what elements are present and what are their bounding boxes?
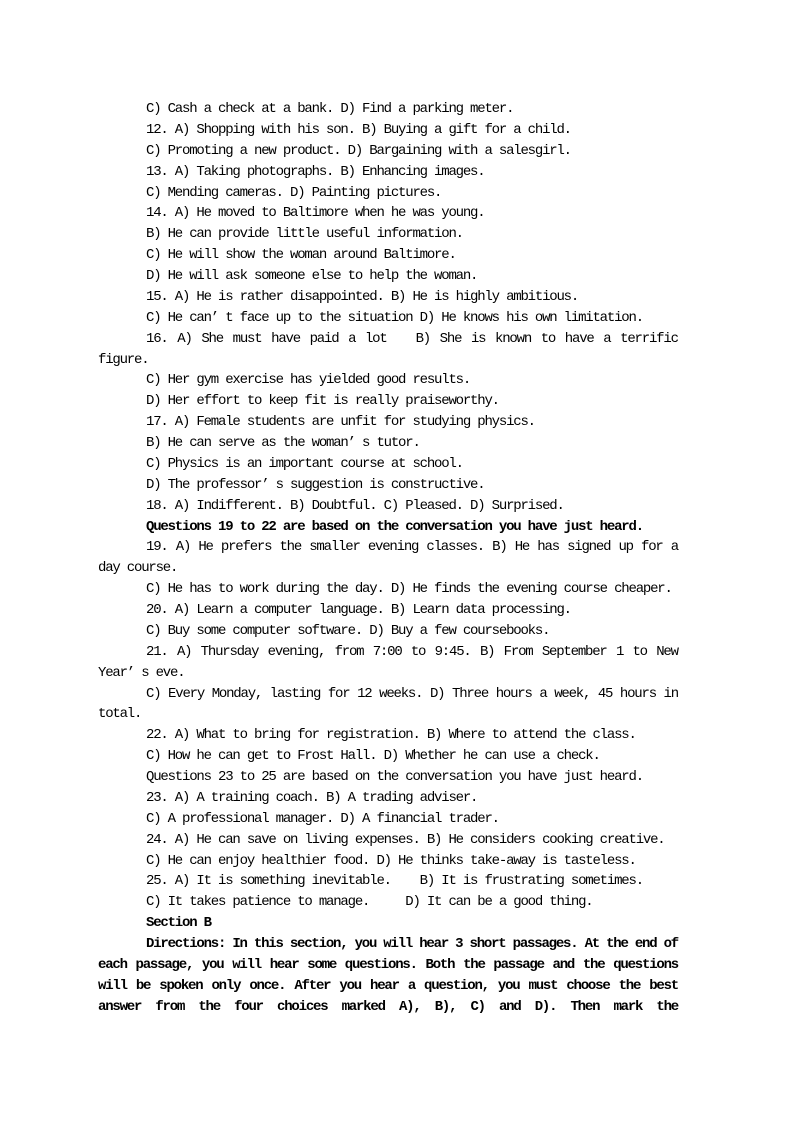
word: question,	[424, 977, 489, 994]
text-line: D) The professor’ s suggestion is constructive.	[146, 476, 485, 493]
word: a	[603, 330, 611, 347]
word: He	[514, 539, 530, 556]
word: each	[98, 956, 127, 973]
word: you	[201, 956, 224, 973]
word: smaller	[309, 539, 360, 556]
word: the	[618, 977, 641, 994]
word: the	[656, 998, 678, 1015]
word: passage,	[135, 956, 194, 973]
word: A)	[175, 539, 191, 556]
text-line: C) Buy some computer software. D) Buy a few coursebooks.	[146, 622, 550, 639]
word: four	[234, 998, 263, 1015]
word: have	[564, 330, 594, 347]
word: hours	[619, 685, 656, 702]
word: C)	[470, 998, 485, 1015]
text-line: C) Physics is an important course at school.	[146, 455, 463, 472]
text-line	[98, 329, 678, 350]
word: 7:00	[372, 643, 402, 660]
word: She	[201, 330, 223, 347]
text-line: day course.	[98, 560, 178, 577]
text-line: C) A professional manager. D) A financial trader.	[146, 810, 499, 827]
word: B)	[479, 643, 495, 660]
word: D)	[429, 685, 445, 702]
text-line: D) Her effort to keep fit is really praiseworthy.	[146, 393, 499, 410]
word: questions	[613, 956, 678, 973]
word: section,	[289, 936, 348, 952]
word: the	[463, 956, 485, 973]
word: the	[198, 998, 220, 1015]
word: choices	[277, 998, 328, 1015]
word: A)	[177, 330, 192, 347]
word: has	[537, 539, 559, 556]
word: B),	[434, 998, 457, 1015]
text-line: 18. A) Indifferent. B) Doubtful. C) Pleased. D) Surprised.	[146, 497, 564, 514]
word: have	[271, 330, 300, 347]
word: B)	[415, 330, 430, 347]
text-line: 25. A) It is something inevitable. B) It is frustrating sometimes.	[146, 873, 643, 890]
word: a	[348, 330, 356, 347]
word: a	[407, 977, 416, 994]
word: hear	[370, 977, 399, 994]
text-line: figure.	[98, 351, 149, 368]
word: A),	[398, 998, 421, 1015]
word: paid	[309, 330, 339, 347]
word: She	[439, 330, 462, 347]
text-line: 17. A) Female students are unfit for studying physics.	[146, 414, 535, 431]
word: will	[98, 977, 127, 994]
word: lasting	[269, 685, 321, 702]
text-line: Questions 23 to 25 are based on the conversation you have just heard.	[146, 769, 643, 785]
word: A)	[176, 643, 192, 660]
word: 16.	[146, 330, 168, 347]
word: 1	[615, 643, 624, 660]
word: mark	[613, 998, 643, 1015]
word: September	[541, 643, 607, 660]
text-line	[98, 976, 678, 997]
text-line	[98, 684, 678, 705]
word: signed	[567, 539, 611, 556]
text-line: C) He will show the woman around Baltimore.	[146, 247, 456, 264]
word: questions.	[344, 956, 417, 973]
word: Every	[168, 685, 205, 702]
text-line: 20. A) Learn a computer language. B) Learn data processing.	[146, 602, 571, 618]
text-line: 24. A) He can save on living expenses. B) He considers cooking creative.	[146, 831, 665, 848]
word: some	[307, 956, 337, 973]
text-line: total.	[98, 706, 142, 723]
text-line: D) He will ask someone else to help the woman.	[146, 268, 478, 284]
word: Thursday	[200, 643, 259, 660]
text-line: 13. A) Taking photographs. B) Enhancing images.	[146, 163, 485, 180]
text-line	[98, 997, 678, 1018]
word: New	[656, 643, 678, 660]
word: of	[663, 936, 678, 952]
word: 3	[455, 936, 463, 952]
word: terrific	[620, 330, 678, 347]
text-line	[98, 955, 678, 976]
word: 45	[597, 685, 613, 702]
word: passage	[493, 956, 544, 973]
word: a	[539, 685, 547, 702]
text-line: B) He can provide little useful information.	[146, 226, 463, 243]
text-line: C) He has to work during the day. D) He finds the evening course cheaper.	[146, 581, 672, 598]
word: to	[540, 330, 556, 347]
word: be	[135, 977, 151, 994]
word: and	[498, 998, 521, 1015]
text-line: C) He can enjoy healthier food. D) He thinks take-away is tasteless.	[146, 852, 636, 869]
word: the	[279, 539, 302, 556]
word: you	[339, 977, 361, 994]
word: up	[618, 539, 633, 556]
word: From	[503, 643, 533, 660]
word: hours	[495, 685, 532, 702]
word: weeks.	[379, 685, 423, 702]
word: At	[584, 936, 599, 952]
word: Monday,	[211, 685, 263, 702]
word: only	[211, 977, 241, 994]
word: prefers	[220, 539, 272, 556]
text-line: Questions 19 to 22 are based on the conversation you have just heard.	[146, 518, 643, 535]
word: you	[497, 977, 520, 994]
word: and	[552, 956, 575, 973]
text-line: B) He can serve as the woman’ s tutor.	[146, 435, 420, 451]
word: best	[649, 977, 678, 994]
word: 12	[357, 685, 372, 702]
word: once.	[249, 977, 286, 994]
word: a	[670, 539, 678, 556]
word: D).	[534, 998, 557, 1015]
text-line	[98, 934, 678, 955]
text-line: Section B	[146, 915, 211, 932]
word: hear	[419, 936, 449, 952]
word: answer	[98, 998, 142, 1015]
document-body	[98, 99, 678, 1018]
word: lot	[364, 330, 387, 347]
text-line: C) Mending cameras. D) Painting pictures.	[146, 184, 442, 201]
text-line: C) How he can get to Frost Hall. D) Whether he can use a check.	[146, 748, 600, 765]
text-line: C) It takes patience to manage. D) It can be a good thing.	[146, 894, 593, 911]
text-line	[98, 537, 678, 558]
text-line: 12. A) Shopping with his son. B) Buying a gift for a child.	[146, 121, 571, 138]
word: you	[354, 936, 377, 952]
word: C)	[146, 685, 161, 702]
word: marked	[341, 998, 385, 1015]
word: must	[232, 330, 262, 347]
word: classes.	[426, 539, 485, 556]
word: After	[294, 977, 331, 994]
word: 21.	[146, 643, 168, 660]
text-line: 14. A) He moved to Baltimore when he was young.	[146, 205, 485, 222]
word: will	[383, 936, 413, 952]
word: for	[641, 539, 663, 556]
word: the	[582, 956, 605, 973]
word: will	[232, 956, 262, 973]
text-line	[98, 642, 678, 663]
word: In	[232, 936, 247, 952]
word: 9:45.	[434, 643, 471, 660]
word: 19.	[146, 539, 168, 556]
word: evening,	[267, 643, 326, 660]
text-line: 15. A) He is rather disappointed. B) He is highly ambitious.	[146, 288, 579, 305]
word: the	[606, 936, 628, 952]
word: Directions:	[146, 936, 226, 952]
word: choose	[566, 977, 610, 994]
word: Then	[570, 998, 600, 1015]
word: in	[663, 685, 678, 702]
word: known	[495, 330, 532, 347]
text-line: C) Promoting a new product. D) Bargaining with a salesgirl.	[146, 142, 571, 159]
word: B)	[492, 539, 507, 556]
word: spoken	[159, 977, 203, 994]
word: to	[632, 643, 647, 660]
word: passages.	[512, 936, 578, 952]
word: this	[253, 936, 283, 952]
word: from	[155, 998, 185, 1015]
text-line: C) Cash a check at a bank. D) Find a parking meter.	[146, 101, 514, 117]
word: short	[469, 936, 506, 952]
word: must	[528, 977, 558, 994]
word: is	[470, 330, 486, 347]
word: He	[198, 539, 213, 556]
word: for	[327, 685, 350, 702]
word: hear	[269, 956, 299, 973]
text-line: Year’ s eve.	[98, 664, 185, 681]
text-line: C) Her gym exercise has yielded good results.	[146, 372, 471, 389]
word: Three	[452, 685, 489, 702]
word: week,	[554, 685, 591, 702]
text-line: 23. A) A training coach. B) A trading adviser.	[146, 789, 478, 806]
text-line: 22. A) What to bring for registration. B) Where to attend the class.	[146, 727, 636, 744]
word: from	[334, 643, 364, 660]
word: Both	[425, 956, 455, 973]
word: to	[410, 643, 426, 660]
word: end	[634, 936, 657, 952]
text-line: C) He can’ t face up to the situation D) He knows his own limitation.	[146, 309, 643, 326]
word: evening	[367, 539, 419, 556]
